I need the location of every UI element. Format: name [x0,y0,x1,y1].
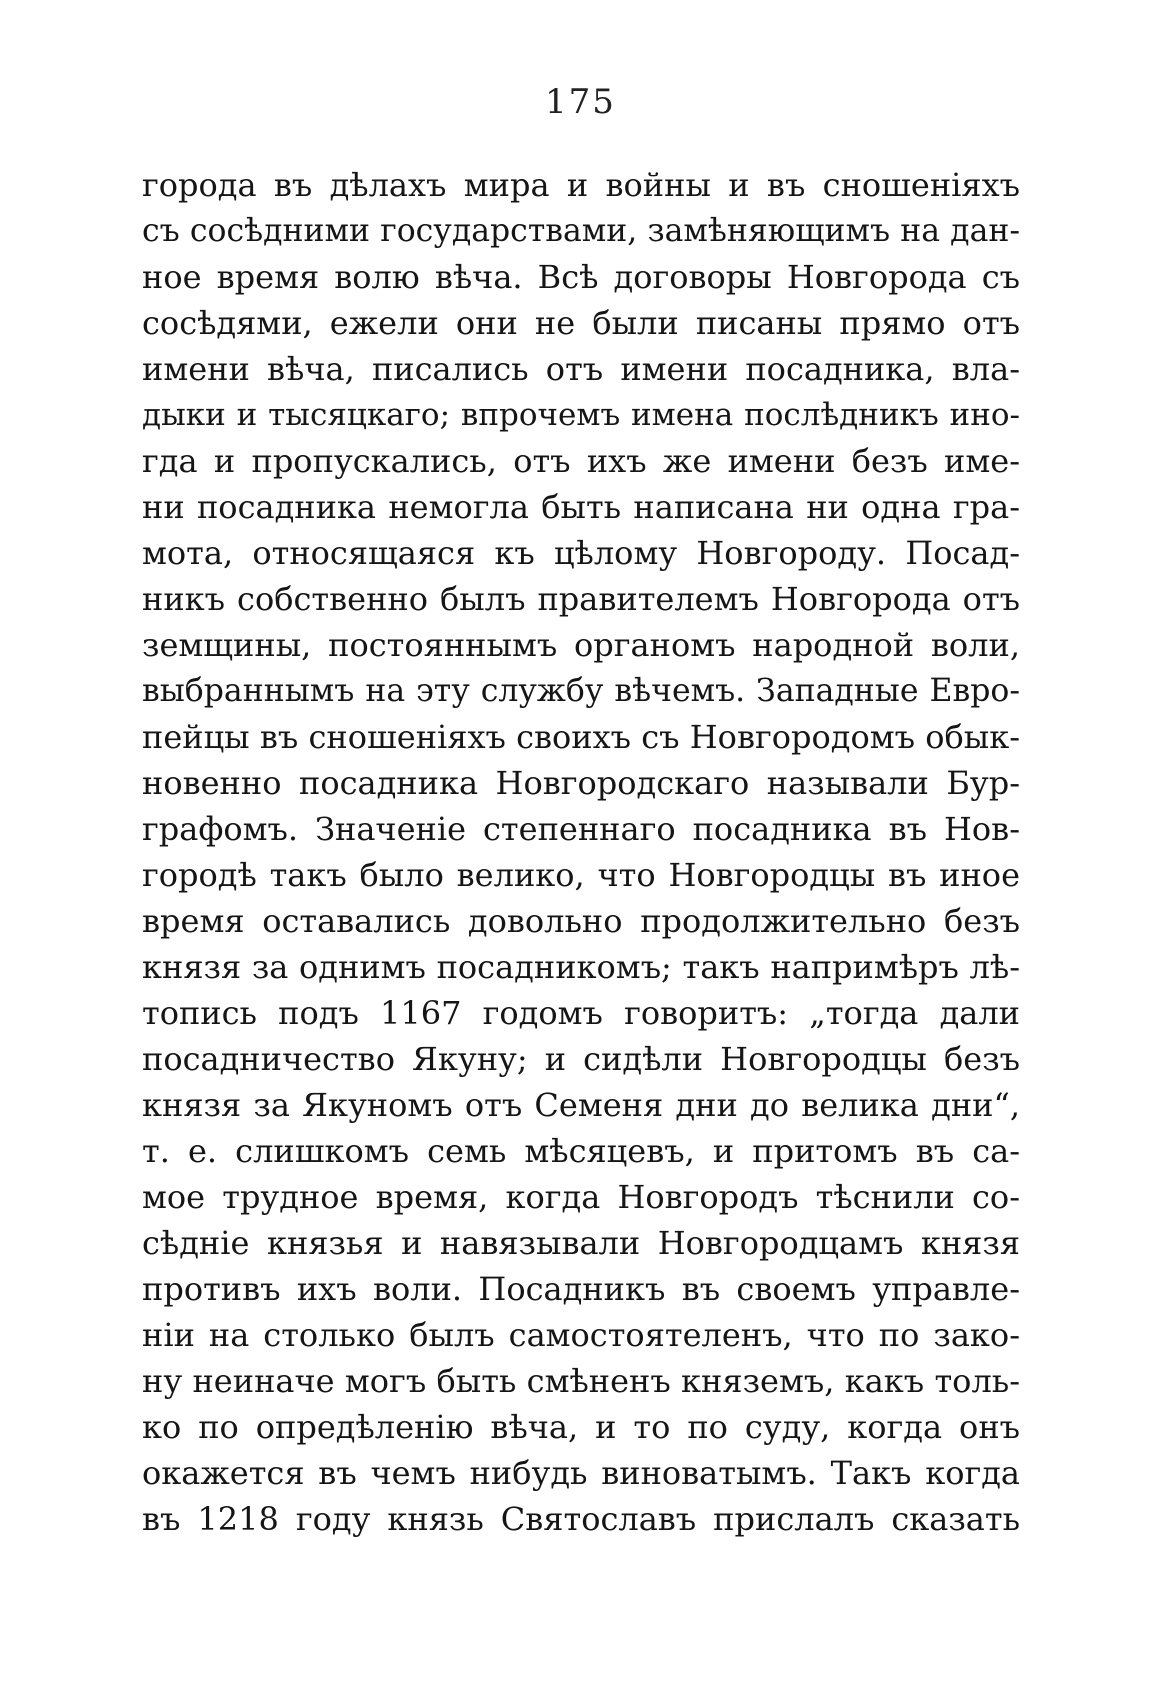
text-line: мое трудное время, когда Новгородъ тѣснили со- [142,1178,1020,1216]
text-line: т. е. слишкомъ семь мѣсяцевъ, и притомъ въ са- [142,1132,1020,1170]
text-line: новенно посадника Новгородскаго называли Бур- [142,764,1020,802]
text-line: ну неиначе могъ быть смѣненъ княземъ, какъ толь- [142,1362,1020,1400]
text-line: выбраннымъ на эту службу вѣчемъ. Западные Евро- [142,673,1020,709]
text-line: ни посадника немогла быть написана ни одна гра- [142,488,1020,526]
text-line: посадничество Якуну; и сидѣли Новгородцы безъ [142,1040,1020,1078]
text-line: графомъ. Значеніе степеннаго посадника въ Нов- [142,810,1020,848]
text-line: противъ ихъ воли. Посадникъ въ своемъ управле- [142,1270,1020,1308]
text-line: имени вѣча, писались отъ имени посадника, вла- [142,350,1020,388]
text-line: пейцы въ сношеніяхъ своихъ съ Новгородомъ обык- [142,718,1020,756]
text-line: князя за Якуномъ отъ Семеня дни до велика дни“, [142,1086,1020,1124]
text-line: земщины, постояннымъ органомъ народной воли, [142,626,1020,664]
body-text [142,162,1020,1542]
text-line: дыки и тысяцкаго; впрочемъ имена послѣдникъ ино- [142,397,1020,433]
text-line: городѣ такъ было велико, что Новгородцы въ иное [142,856,1020,894]
text-line: окажется въ чемъ нибудь виноватымъ. Такъ когда [142,1454,1020,1492]
text-line: никъ собственно былъ правителемъ Новгорода отъ [142,580,1020,618]
text-line: сосѣдями, ежели они не были писаны прямо отъ [142,304,1020,342]
text-line: ное время волю вѣча. Всѣ договоры Новгорода съ [142,258,1020,296]
text-line: мота, относящаяся къ цѣлому Новгороду. Посад- [142,534,1020,572]
text-line: съ сосѣдними государствами, замѣняющимъ на дан- [142,213,1020,249]
text-line: гда и пропускались, отъ ихъ же имени безъ име- [142,442,1020,480]
text-line: ко по опредѣленію вѣча, и то по суду, когда онъ [142,1408,1020,1446]
text-line: топись подъ 1167 годомъ говоритъ: „тогда дали [142,994,1020,1032]
text-line: города въ дѣлахъ мира и войны и въ сношеніяхъ [142,166,1020,204]
text-line: время оставались довольно продолжительно безъ [142,902,1020,940]
text-line: ніи на столько былъ самостоятеленъ, что по зако- [142,1316,1020,1354]
page-number: 175 [545,82,616,122]
text-line: сѣдніе князья и навязывали Новгородцамъ князя [142,1224,1020,1262]
text-line: князя за однимъ посадникомъ; такъ напримѣръ лѣ- [142,948,1020,986]
text-line: въ 1218 году князь Святославъ прислалъ сказать [142,1500,1020,1538]
